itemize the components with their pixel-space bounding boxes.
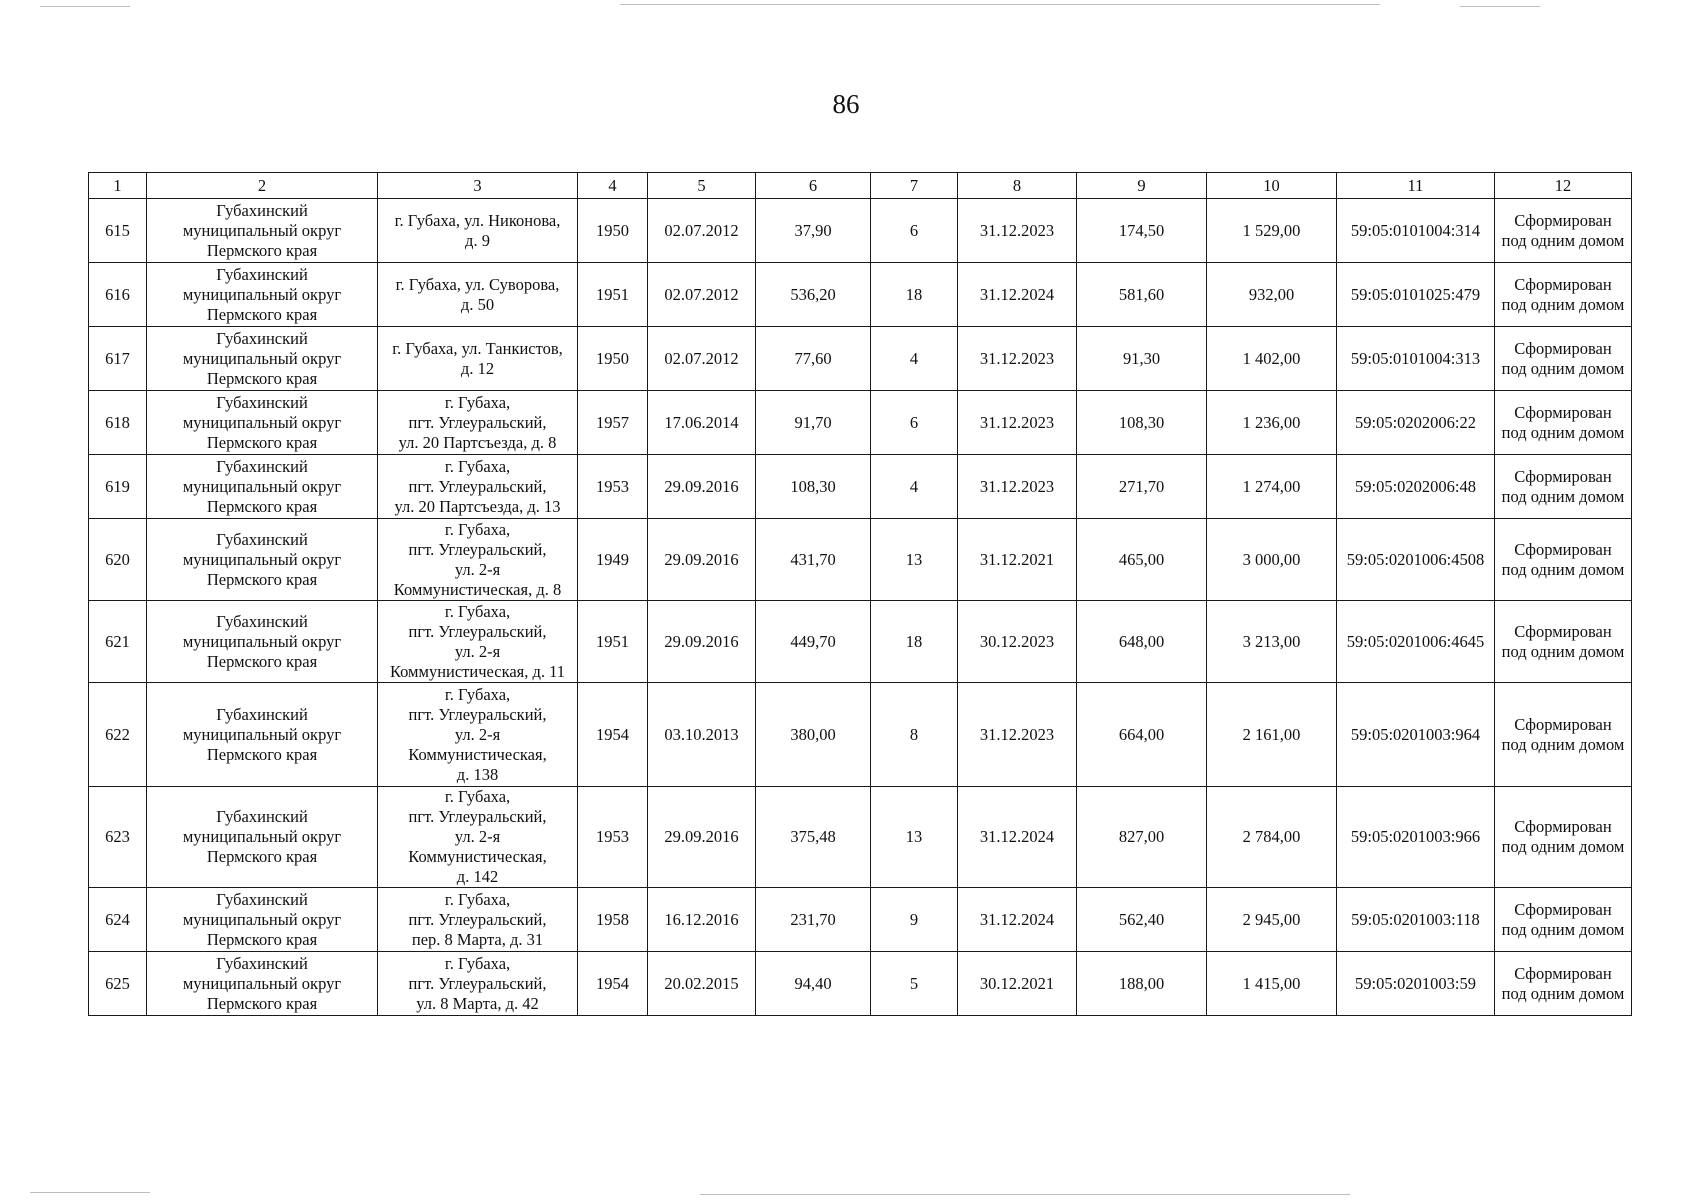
municipality-cell (147, 327, 378, 391)
amount-cell: 3 000,00 (1207, 519, 1337, 601)
amount-cell: 1 415,00 (1207, 952, 1337, 1016)
column-header-8: 8 (958, 173, 1077, 199)
cell-line: Губахинский (216, 953, 308, 973)
status-cell (1495, 391, 1632, 455)
municipality-cell (147, 391, 378, 455)
cell-line: Сформирован (1514, 466, 1612, 486)
area-cell: 108,30 (756, 455, 871, 519)
table-row (89, 199, 1632, 263)
row-number: 621 (89, 601, 147, 683)
cell-line: Пермского края (206, 496, 318, 516)
table-row (89, 263, 1632, 327)
cell-line: Сформирован (1514, 210, 1612, 230)
cell-line: д. 138 (456, 764, 499, 784)
value-cell: 827,00 (1077, 787, 1207, 888)
cell-line: под одним домом (1501, 230, 1625, 250)
row-number: 625 (89, 952, 147, 1016)
cell-line: под одним домом (1501, 358, 1625, 378)
cell-line: ул. 2-я (454, 724, 501, 744)
value-cell: 174,50 (1077, 199, 1207, 263)
amount-cell: 1 402,00 (1207, 327, 1337, 391)
municipality-cell (147, 683, 378, 787)
row-number: 622 (89, 683, 147, 787)
cadastral-number-cell: 59:05:0202006:22 (1337, 391, 1495, 455)
date-cell: 20.02.2015 (648, 952, 756, 1016)
cell-line: под одним домом (1501, 919, 1625, 939)
deadline-cell: 31.12.2023 (958, 199, 1077, 263)
area-cell: 375,48 (756, 787, 871, 888)
deadline-cell: 30.12.2021 (958, 952, 1077, 1016)
cell-line: пгт. Углеуральский, (408, 539, 547, 559)
cell-line: Губахинский (216, 611, 308, 631)
cell-line: г. Губаха, (444, 601, 511, 621)
municipality-cell (147, 519, 378, 601)
cell-line: муниципальный округ (182, 549, 342, 569)
amount-cell: 932,00 (1207, 263, 1337, 327)
date-cell: 02.07.2012 (648, 263, 756, 327)
cell-line: Сформирован (1514, 817, 1612, 836)
cadastral-number-cell: 59:05:0202006:48 (1337, 455, 1495, 519)
cell-line: г. Губаха, (444, 787, 511, 806)
cell-line: пгт. Углеуральский, (408, 621, 547, 641)
date-cell: 29.09.2016 (648, 455, 756, 519)
amount-cell: 1 529,00 (1207, 199, 1337, 263)
deadline-cell: 31.12.2024 (958, 888, 1077, 952)
cadastral-number-cell: 59:05:0101004:313 (1337, 327, 1495, 391)
column-header-10: 10 (1207, 173, 1337, 199)
year-cell: 1954 (578, 952, 648, 1016)
area-cell: 37,90 (756, 199, 871, 263)
deadline-cell: 31.12.2021 (958, 519, 1077, 601)
address-cell (378, 952, 578, 1016)
status-cell (1495, 787, 1632, 888)
cell-line: ул. 8 Марта, д. 42 (416, 993, 539, 1013)
area-cell: 231,70 (756, 888, 871, 952)
cell-line: г. Губаха, ул. Танкистов, (392, 338, 563, 358)
area-cell: 94,40 (756, 952, 871, 1016)
cell-line: г. Губаха, (444, 519, 511, 539)
amount-cell: 2 945,00 (1207, 888, 1337, 952)
cell-line: Пермского края (206, 432, 318, 452)
year-cell: 1954 (578, 683, 648, 787)
row-number: 619 (89, 455, 147, 519)
cell-line: под одним домом (1501, 641, 1625, 661)
cell-line: Пермского края (206, 368, 318, 388)
cell-line: пгт. Углеуральский, (408, 412, 547, 432)
cell-line: д. 12 (460, 358, 495, 378)
cell-line: пгт. Углеуральский, (408, 973, 547, 993)
area-cell: 431,70 (756, 519, 871, 601)
count-cell: 6 (871, 391, 958, 455)
deadline-cell: 31.12.2023 (958, 683, 1077, 787)
cell-line: под одним домом (1501, 294, 1625, 314)
status-cell (1495, 952, 1632, 1016)
date-cell: 29.09.2016 (648, 519, 756, 601)
table-row (89, 519, 1632, 601)
value-cell: 91,30 (1077, 327, 1207, 391)
cell-line: муниципальный округ (182, 284, 342, 304)
table-row (89, 455, 1632, 519)
cell-line: Коммунистическая, д. 8 (393, 579, 562, 599)
cell-line: под одним домом (1501, 983, 1625, 1003)
column-header-1: 1 (89, 173, 147, 199)
date-cell: 02.07.2012 (648, 327, 756, 391)
cell-line: Губахинский (216, 529, 308, 549)
deadline-cell: 30.12.2023 (958, 601, 1077, 683)
row-number: 620 (89, 519, 147, 601)
year-cell: 1958 (578, 888, 648, 952)
cell-line: д. 142 (456, 867, 499, 886)
cell-line: пгт. Углеуральский, (408, 807, 547, 826)
column-header-9: 9 (1077, 173, 1207, 199)
table-row (89, 391, 1632, 455)
cell-line: муниципальный округ (182, 476, 342, 496)
deadline-cell: 31.12.2023 (958, 391, 1077, 455)
table-row (89, 787, 1632, 888)
status-cell (1495, 455, 1632, 519)
row-number: 617 (89, 327, 147, 391)
cell-line: под одним домом (1501, 734, 1625, 754)
cell-line: Коммунистическая, (408, 847, 547, 866)
cell-line: д. 50 (460, 294, 495, 314)
municipality-cell (147, 199, 378, 263)
deadline-cell: 31.12.2023 (958, 327, 1077, 391)
cell-line: Губахинский (216, 392, 308, 412)
cadastral-number-cell: 59:05:0201006:4508 (1337, 519, 1495, 601)
cell-line: Губахинский (216, 889, 308, 909)
column-number-row (89, 173, 1632, 199)
table-row (89, 601, 1632, 683)
area-cell: 77,60 (756, 327, 871, 391)
year-cell: 1949 (578, 519, 648, 601)
row-number: 623 (89, 787, 147, 888)
cell-line: муниципальный округ (182, 631, 342, 651)
cell-line: Сформирован (1514, 621, 1612, 641)
count-cell: 9 (871, 888, 958, 952)
count-cell: 8 (871, 683, 958, 787)
cell-line: г. Губаха, (444, 684, 511, 704)
cell-line: пгт. Углеуральский, (408, 704, 547, 724)
count-cell: 5 (871, 952, 958, 1016)
cell-line: Сформирован (1514, 539, 1612, 559)
status-cell (1495, 263, 1632, 327)
cadastral-number-cell: 59:05:0201003:59 (1337, 952, 1495, 1016)
address-cell (378, 888, 578, 952)
table-body (89, 199, 1632, 1016)
value-cell: 648,00 (1077, 601, 1207, 683)
cell-line: Губахинский (216, 328, 308, 348)
count-cell: 4 (871, 327, 958, 391)
value-cell: 188,00 (1077, 952, 1207, 1016)
cell-line: Сформирован (1514, 963, 1612, 983)
cell-line: Сформирован (1514, 274, 1612, 294)
cell-line: под одним домом (1501, 422, 1625, 442)
column-header-4: 4 (578, 173, 648, 199)
cell-line: д. 9 (465, 230, 490, 250)
row-number: 618 (89, 391, 147, 455)
cell-line: Губахинский (216, 807, 308, 826)
cell-line: пгт. Углеуральский, (408, 476, 547, 496)
year-cell: 1950 (578, 199, 648, 263)
count-cell: 18 (871, 263, 958, 327)
cell-line: Сформирован (1514, 338, 1612, 358)
value-cell: 465,00 (1077, 519, 1207, 601)
cell-line: г. Губаха, (444, 392, 511, 412)
table-row (89, 888, 1632, 952)
address-cell (378, 391, 578, 455)
cell-line: г. Губаха, (444, 953, 511, 973)
value-cell: 562,40 (1077, 888, 1207, 952)
address-cell (378, 787, 578, 888)
cell-line: ул. 2-я (454, 641, 501, 661)
status-cell (1495, 199, 1632, 263)
count-cell: 6 (871, 199, 958, 263)
cell-line: муниципальный округ (182, 348, 342, 368)
cell-line: Губахинский (216, 264, 308, 284)
date-cell: 29.09.2016 (648, 601, 756, 683)
deadline-cell: 31.12.2024 (958, 787, 1077, 888)
address-cell (378, 199, 578, 263)
year-cell: 1957 (578, 391, 648, 455)
amount-cell: 2 784,00 (1207, 787, 1337, 888)
address-cell (378, 601, 578, 683)
status-cell (1495, 888, 1632, 952)
cadastral-number-cell: 59:05:0201003:964 (1337, 683, 1495, 787)
cell-line: пгт. Углеуральский, (408, 909, 547, 929)
value-cell: 664,00 (1077, 683, 1207, 787)
cell-line: ул. 2-я (454, 827, 501, 846)
date-cell: 17.06.2014 (648, 391, 756, 455)
amount-cell: 1 236,00 (1207, 391, 1337, 455)
year-cell: 1950 (578, 327, 648, 391)
cell-line: Пермского края (206, 240, 318, 260)
municipality-cell (147, 952, 378, 1016)
cell-line: Сформирован (1514, 402, 1612, 422)
cell-line: Пермского края (206, 847, 318, 866)
cell-line: под одним домом (1501, 486, 1625, 506)
area-cell: 91,70 (756, 391, 871, 455)
year-cell: 1951 (578, 263, 648, 327)
cell-line: муниципальный округ (182, 724, 342, 744)
date-cell: 16.12.2016 (648, 888, 756, 952)
date-cell: 03.10.2013 (648, 683, 756, 787)
row-number: 624 (89, 888, 147, 952)
cell-line: г. Губаха, (444, 889, 511, 909)
cell-line: Губахинский (216, 704, 308, 724)
cell-line: муниципальный округ (182, 827, 342, 846)
municipality-cell (147, 888, 378, 952)
count-cell: 18 (871, 601, 958, 683)
cell-line: под одним домом (1501, 837, 1625, 856)
table-row (89, 327, 1632, 391)
cell-line: Сформирован (1514, 899, 1612, 919)
amount-cell: 1 274,00 (1207, 455, 1337, 519)
cell-line: ул. 20 Партсъезда, д. 8 (398, 432, 557, 452)
status-cell (1495, 519, 1632, 601)
count-cell: 13 (871, 787, 958, 888)
area-cell: 449,70 (756, 601, 871, 683)
count-cell: 4 (871, 455, 958, 519)
cadastral-number-cell: 59:05:0201006:4645 (1337, 601, 1495, 683)
column-header-5: 5 (648, 173, 756, 199)
cell-line: Губахинский (216, 200, 308, 220)
address-cell (378, 455, 578, 519)
cell-line: Коммунистическая, (408, 744, 547, 764)
column-header-6: 6 (756, 173, 871, 199)
cell-line: г. Губаха, (444, 456, 511, 476)
cell-line: муниципальный округ (182, 412, 342, 432)
address-cell (378, 327, 578, 391)
address-cell (378, 683, 578, 787)
deadline-cell: 31.12.2024 (958, 263, 1077, 327)
table-row (89, 952, 1632, 1016)
area-cell: 380,00 (756, 683, 871, 787)
row-number: 616 (89, 263, 147, 327)
municipality-cell (147, 601, 378, 683)
year-cell: 1953 (578, 787, 648, 888)
address-cell (378, 519, 578, 601)
cadastral-number-cell: 59:05:0101025:479 (1337, 263, 1495, 327)
cell-line: г. Губаха, ул. Суворова, (395, 274, 560, 294)
year-cell: 1953 (578, 455, 648, 519)
value-cell: 581,60 (1077, 263, 1207, 327)
cell-line: ул. 2-я (454, 559, 501, 579)
address-cell (378, 263, 578, 327)
cell-line: Пермского края (206, 651, 318, 671)
municipality-cell (147, 787, 378, 888)
cell-line: пер. 8 Марта, д. 31 (411, 929, 544, 949)
cell-line: Пермского края (206, 993, 318, 1013)
cadastral-number-cell: 59:05:0201003:118 (1337, 888, 1495, 952)
column-header-2: 2 (147, 173, 378, 199)
date-cell: 02.07.2012 (648, 199, 756, 263)
date-cell: 29.09.2016 (648, 787, 756, 888)
year-cell: 1951 (578, 601, 648, 683)
column-header-3: 3 (378, 173, 578, 199)
cell-line: муниципальный округ (182, 220, 342, 240)
cell-line: Пермского края (206, 304, 318, 324)
cell-line: г. Губаха, ул. Никонова, (394, 210, 561, 230)
cadastral-number-cell: 59:05:0201003:966 (1337, 787, 1495, 888)
status-cell (1495, 327, 1632, 391)
cadastral-number-cell: 59:05:0101004:314 (1337, 199, 1495, 263)
cell-line: Сформирован (1514, 714, 1612, 734)
cell-line: Пермского края (206, 929, 318, 949)
cell-line: ул. 20 Партсъезда, д. 13 (394, 496, 561, 516)
amount-cell: 3 213,00 (1207, 601, 1337, 683)
cell-line: Пермского края (206, 569, 318, 589)
column-header-11: 11 (1337, 173, 1495, 199)
row-number: 615 (89, 199, 147, 263)
cell-line: муниципальный округ (182, 909, 342, 929)
cell-line: Пермского края (206, 744, 318, 764)
table-row (89, 683, 1632, 787)
housing-registry-table (88, 172, 1632, 1016)
area-cell: 536,20 (756, 263, 871, 327)
status-cell (1495, 601, 1632, 683)
cell-line: под одним домом (1501, 559, 1625, 579)
count-cell: 13 (871, 519, 958, 601)
municipality-cell (147, 263, 378, 327)
status-cell (1495, 683, 1632, 787)
municipality-cell (147, 455, 378, 519)
column-header-7: 7 (871, 173, 958, 199)
column-header-12: 12 (1495, 173, 1632, 199)
value-cell: 271,70 (1077, 455, 1207, 519)
cell-line: Губахинский (216, 456, 308, 476)
value-cell: 108,30 (1077, 391, 1207, 455)
amount-cell: 2 161,00 (1207, 683, 1337, 787)
deadline-cell: 31.12.2023 (958, 455, 1077, 519)
cell-line: муниципальный округ (182, 973, 342, 993)
page-number: 86 (832, 89, 860, 119)
cell-line: Коммунистическая, д. 11 (389, 661, 566, 681)
